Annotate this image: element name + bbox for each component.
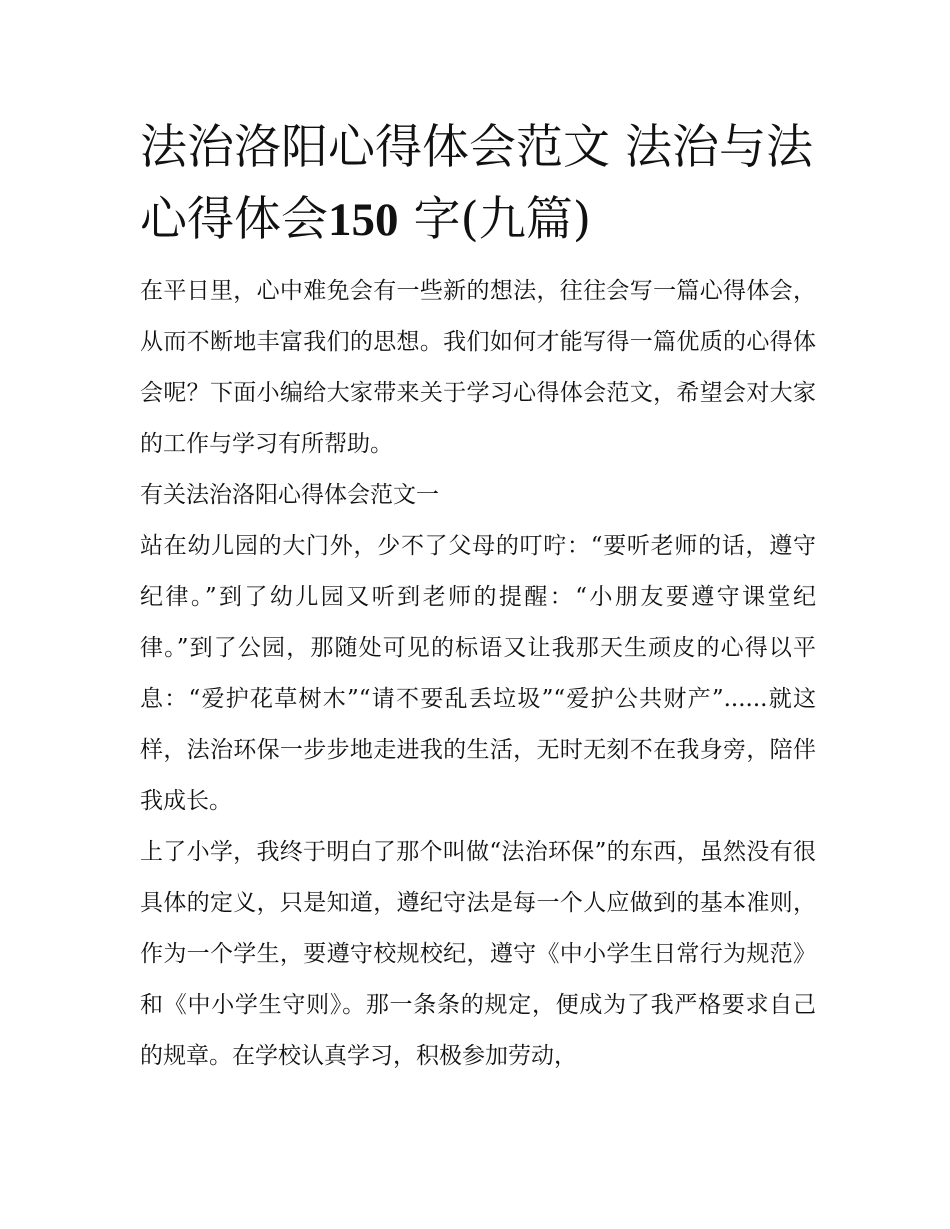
- title-text: 法治洛阳心得体会范文 法治与法心得体会: [140, 120, 813, 247]
- title-suffix: 字(九篇): [413, 192, 592, 247]
- document-body: [140, 112, 816, 1082]
- body-paragraph-2: 上了小学，我终于明白了那个叫做“法治环保”的东西，虽然没有很具体的定义，只是知道，遵纪守法是每一个人应做到的基本准则，作为一个学生，要遵守校规校纪，遵守《中小学生日常行为规范》和《中小学生守则》。那一条条的规定，便成为了我严格要求自己的规章。在学校认真学习，积极参加劳动，: [140, 839, 816, 1069]
- section-heading: 有关法治洛阳心得体会范文一: [140, 482, 439, 508]
- body-paragraph-1: 站在幼儿园的大门外，少不了父母的叮咛：“要听老师的话，遵守纪律。”到了幼儿园又听到老师的提醒：“小朋友要遵守课堂纪律。”到了公园，那随处可见的标语又让我那天生顽皮的心得以平息：“爱护花草树木”“请不要乱丢垃圾”“爱护公共财产”......就这样，法治环保一步步地走进我的生活，无时无刻不在我身旁，陪伴我成长。: [140, 533, 816, 814]
- document-title: [140, 112, 816, 256]
- title-number: 150: [328, 194, 399, 246]
- intro-paragraph: 在平日里，心中难免会有一些新的想法，往往会写一篇心得体会，从而不断地丰富我们的思想。我们如何才能写得一篇优质的心得体会呢？下面小编给大家带来关于学习心得体会范文，希望会对大家的工作与学习有所帮助。: [140, 278, 816, 457]
